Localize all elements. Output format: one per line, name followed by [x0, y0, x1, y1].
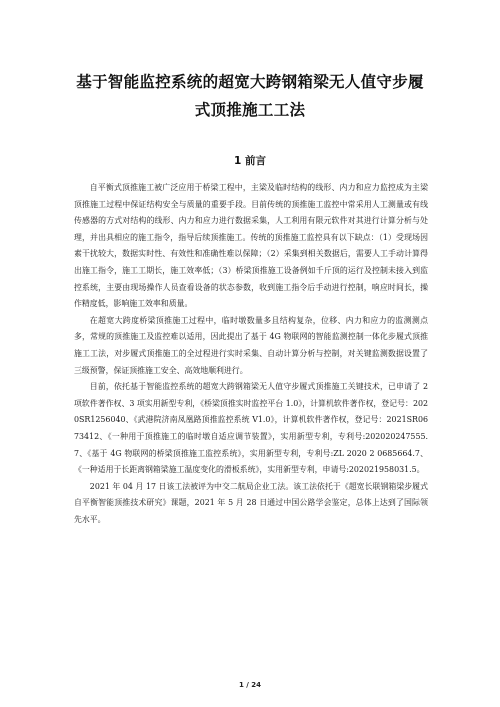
document-title-line-2: 式顶推施工工法: [194, 101, 306, 120]
paragraph: 目前，依托基于智能监控系统的超宽大跨钢箱梁无人值守步履式顶推施工关键技术，已申请了 2 项软件著作权、3 项实用新型专利，《桥梁顶推实时监控平台 1.0》，计算机软件著作权，登记号：2020SR1256040、《武港院济南凤凰路顶推监控系统 V1.0》，计算机软件著作权，登记号：2021SR0673412、《一种用于顶推施工的临时墩自适应调节装置》，实用新型专利，专利号:202020247555.7、《基于 4G 物联网的桥梁顶推施工监控系统》，实用新型专利，专利号:ZL 2020 2 0685664.7、《一种适用于长距离钢箱梁施工温度变化的滑板系统》，实用新型专利，申请号:202021958031.5。: [74, 382, 428, 475]
paragraph: 在超宽大跨度桥梁顶推施工过程中，临时墩数量多且结构复杂，位移、内力和应力的监测测点多，常规的顶推施工及监控难以适用，因此提出了基于 4G 物联网的智能监测控制一体化步履式顶推施工工法，对步履式顶推施工的全过程进行实时采集、自动计算分析与控制，对关键监测数据设置了三级预警，保证顶推施工安全、高效地顺利进行。: [74, 315, 428, 375]
document-body: [74, 180, 428, 528]
document-title: [60, 68, 440, 124]
paragraph: 2021 年 04 月 17 日该工法被评为中交二航局企业工法。该工法依托于《超宽长联钢箱梁步履式自平衡智能顶推技术研究》课题，2021 年 5 月 28 日通过中国公路学会鉴定，总体上达到了国际领先水平。: [74, 481, 428, 524]
page-number: 1 / 24: [238, 681, 262, 689]
paragraph: 自平衡式顶推施工被广泛应用于桥梁工程中，主梁及临时结构的线形、内力和应力监控成为主梁顶推施工过程中保证结构安全与质量的重要手段。目前传统的顶推施工监控中常采用人工测量或有线传感器的方式对结构的线形、内力和应力进行数据采集，人工利用有限元软件对其进行计算分析与处理，并出具相应的施工指令，指导后续顶推施工。传统的顶推施工监控具有以下缺点：（1）受现场因素干扰较大，数据实时性、有效性和准确性难以保障；（2）采集到相关数据后，需要人工手动计算得出施工指令，施工工期长，施工效率低；（3）桥梁顶推施工设备例如千斤顶的运行及控制未接入到监控系统，主要由现场操作人员查看设备的状态参数，收到施工指令后手动进行控制，响应时间长，操作精度低，影响施工效率和质量。: [74, 183, 428, 309]
section-heading-preface: 1 前言: [234, 155, 266, 167]
document-title-line-1: 基于智能监控系统的超宽大跨钢箱梁无人值守步履: [76, 73, 424, 92]
